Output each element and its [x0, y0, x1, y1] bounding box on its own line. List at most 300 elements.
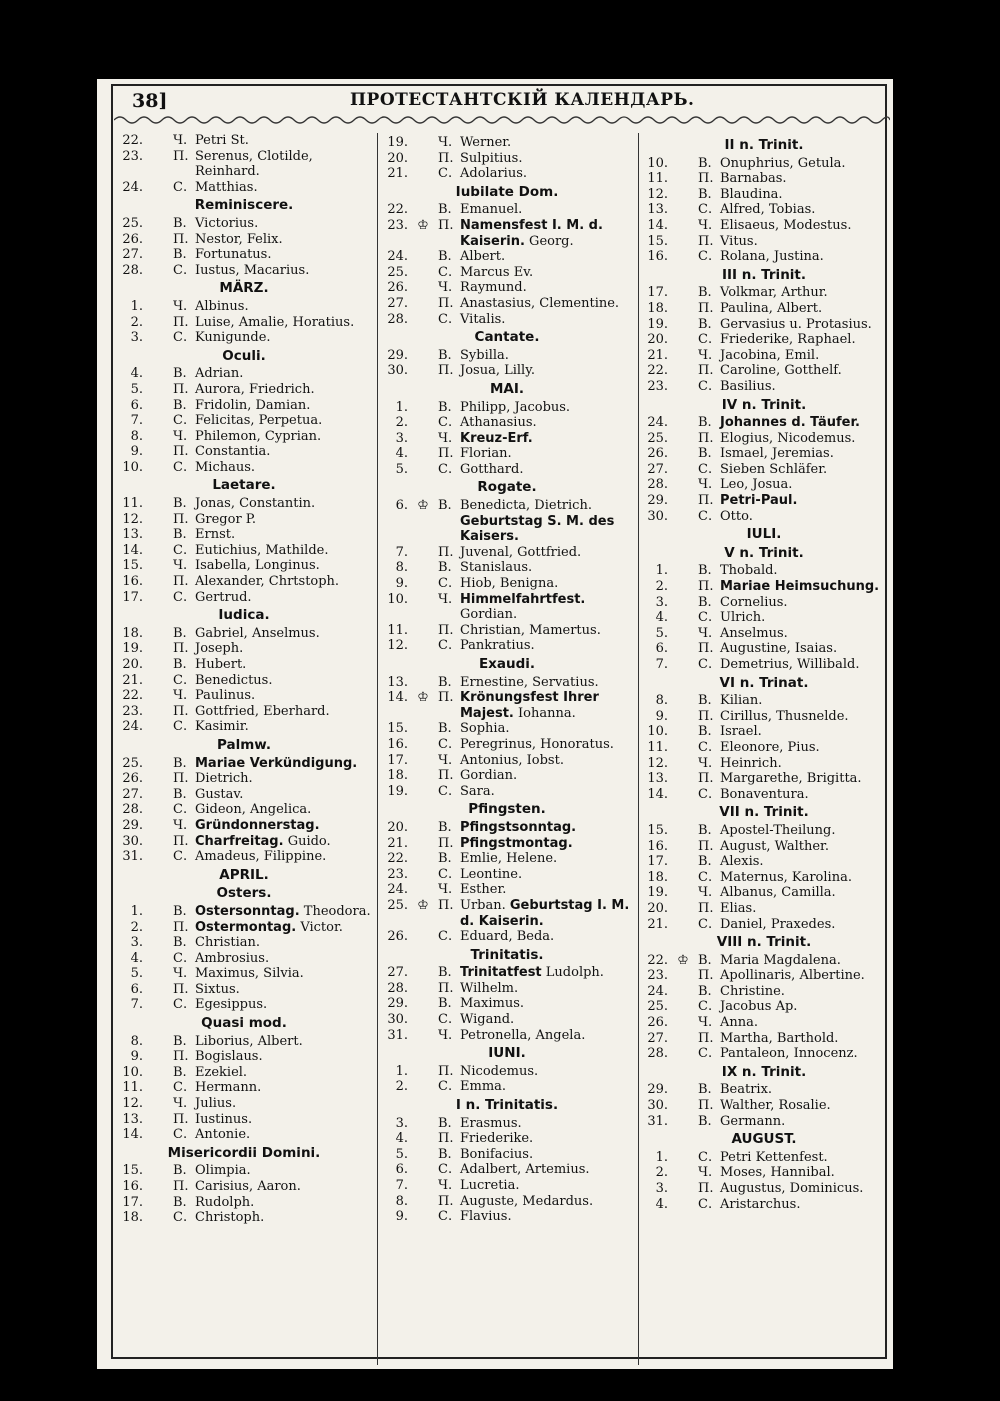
weekday-abbr: В. — [698, 316, 712, 332]
calendar-entry — [113, 460, 375, 476]
crown-spacer — [408, 151, 438, 167]
day-number: 3. — [130, 935, 143, 951]
entry-text — [720, 462, 827, 478]
day-number: 7. — [130, 997, 143, 1013]
day-number: 31. — [122, 849, 143, 865]
entry-text — [195, 1065, 247, 1081]
weekday-abbr: П. — [173, 1111, 189, 1127]
day-number: 29. — [387, 996, 408, 1012]
calendar-entry — [113, 1210, 375, 1226]
calendar-entry — [378, 135, 636, 151]
calendar-entry — [638, 187, 890, 203]
weekday-abbr: П. — [173, 1179, 189, 1194]
day-number: 30. — [647, 1098, 668, 1114]
saint-names: Thobald. — [720, 563, 778, 579]
weekday-abbr: П. — [438, 363, 454, 379]
crown-spacer — [408, 363, 438, 379]
weekday-abbr: В. — [438, 399, 452, 415]
weekday-abbr: П. — [698, 171, 714, 187]
calendar-entry — [638, 1031, 890, 1047]
calendar-entry — [638, 756, 890, 772]
crown-spacer — [668, 1150, 698, 1166]
calendar-entry — [638, 563, 890, 579]
saint-names: Fortunatus. — [195, 247, 272, 263]
calendar-entry — [113, 756, 375, 772]
crown-spacer — [143, 429, 173, 445]
entry-text — [195, 263, 309, 279]
entry-text — [460, 1064, 538, 1080]
day-number: 1. — [130, 903, 143, 919]
section-heading: Reminiscere. — [194, 197, 294, 214]
calendar-entry — [638, 953, 890, 969]
entry-text — [460, 431, 533, 447]
day-number: 28. — [647, 477, 668, 493]
weekday-abbr: С. — [698, 378, 713, 394]
day-number: 21. — [647, 916, 668, 932]
calendar-entry — [378, 1079, 636, 1095]
day-number: 31. — [647, 1113, 668, 1129]
entry-text — [460, 415, 537, 431]
crown-spacer — [408, 1064, 438, 1080]
day-number: 14. — [647, 217, 668, 233]
feast-name: Ostermontag. — [195, 919, 297, 935]
weekday-abbr: В. — [173, 527, 187, 543]
calendar-entry — [378, 737, 636, 753]
weekday-abbr: Ч. — [438, 135, 453, 150]
calendar-entry — [113, 1179, 375, 1195]
day-number: 18. — [647, 869, 668, 885]
day-number: 9. — [395, 1209, 408, 1225]
day-number: 13. — [647, 202, 668, 218]
crown-spacer — [143, 1049, 173, 1065]
saint-names: Friederike. — [460, 1131, 534, 1147]
crown-spacer — [668, 787, 698, 803]
day-number: 26. — [647, 446, 668, 462]
calendar-entry — [113, 1195, 375, 1211]
day-number: 8. — [655, 693, 668, 709]
weekday-abbr: П. — [438, 897, 454, 913]
saint-names: Sieben Schläfer. — [720, 461, 828, 477]
day-number: 19. — [122, 641, 143, 657]
entry-text — [460, 1028, 585, 1044]
entry-text — [460, 363, 535, 379]
calendar-entry — [113, 834, 375, 850]
crown-spacer — [143, 641, 173, 657]
entry-text — [195, 496, 315, 512]
crown-spacer — [408, 312, 438, 328]
weekday-abbr: С. — [698, 916, 713, 932]
weekday-abbr: С. — [698, 999, 713, 1015]
calendar-entry — [378, 202, 636, 218]
weekday-abbr: С. — [438, 736, 453, 752]
day-number: 28. — [387, 980, 408, 996]
weekday-abbr: П. — [173, 833, 189, 849]
day-number: 1. — [395, 399, 408, 415]
saint-names: Bogislaus. — [195, 1049, 263, 1065]
entry-text — [195, 315, 354, 331]
weekday-abbr: Ч. — [438, 591, 453, 607]
saint-names: Felicitas, Perpetua. — [195, 413, 323, 429]
entry-text — [720, 285, 828, 301]
weekday-abbr: В. — [438, 249, 452, 265]
entry-text — [460, 1012, 514, 1028]
crown-spacer — [408, 280, 438, 296]
weekday-abbr: Ч. — [438, 1178, 453, 1193]
crown-spacer — [408, 1162, 438, 1178]
saint-names: Egesippus. — [195, 997, 268, 1013]
crown-spacer — [143, 133, 173, 149]
calendar-entry — [113, 382, 375, 398]
crown-spacer — [668, 493, 698, 509]
calendar-entry — [638, 285, 890, 301]
saint-names: Christian. — [195, 935, 260, 951]
day-number: 27. — [647, 461, 668, 477]
crown-spacer — [668, 1031, 698, 1047]
weekday-abbr: П. — [438, 1063, 454, 1079]
saint-names: Auguste, Medardus. — [460, 1193, 594, 1209]
crown-spacer — [408, 135, 438, 151]
saint-names: Demetrius, Willibald. — [720, 657, 860, 672]
calendar-entry — [638, 317, 890, 333]
entry-text — [460, 135, 511, 151]
crown-spacer — [668, 579, 698, 595]
crown-spacer — [408, 753, 438, 769]
saint-names: Margarethe, Brigitta. — [720, 771, 862, 787]
saint-names: Olimpia. — [195, 1163, 251, 1179]
entry-text — [720, 363, 842, 379]
saint-names: Petri St. — [195, 133, 249, 148]
entry-text — [460, 882, 506, 898]
weekday-abbr: С. — [698, 1196, 713, 1212]
crown-spacer — [143, 558, 173, 574]
entry-text — [195, 444, 270, 460]
entry-text — [720, 446, 834, 462]
calendar-entry — [638, 1015, 890, 1031]
calendar-entry — [378, 1194, 636, 1210]
calendar-entry — [638, 477, 890, 493]
day-number: 6. — [130, 981, 143, 997]
weekday-abbr: С. — [698, 332, 713, 348]
day-number: 25. — [647, 999, 668, 1015]
day-number: 18. — [122, 1210, 143, 1226]
saint-names: Barnabas. — [720, 171, 787, 187]
saint-names: Ismael, Jeremias. — [720, 446, 834, 462]
crown-spacer — [143, 997, 173, 1013]
saint-names: August, Walther. — [720, 838, 829, 854]
weekday-abbr: С. — [698, 202, 713, 218]
crown-spacer — [668, 657, 698, 673]
entry-text — [460, 638, 535, 654]
day-number: 23. — [647, 378, 668, 394]
calendar-entry — [638, 156, 890, 172]
entry-text — [720, 709, 849, 725]
day-number: 9. — [130, 444, 143, 460]
entry-text — [195, 641, 243, 657]
crown-spacer — [408, 965, 438, 981]
saint-names: Rudolph. — [195, 1194, 255, 1210]
saint-names: Eleonore, Pius. — [720, 739, 820, 755]
calendar-entry — [113, 216, 375, 232]
crown-spacer — [408, 1178, 438, 1194]
entry-text — [460, 784, 495, 800]
day-number: 2. — [130, 314, 143, 330]
day-number: 22. — [647, 363, 668, 379]
calendar-entry — [638, 249, 890, 265]
entry-text — [195, 719, 249, 735]
weekday-abbr: П. — [698, 641, 714, 657]
saint-names: Georg. — [524, 233, 574, 249]
calendar-entry — [378, 296, 636, 312]
saint-names: Blaudina. — [720, 186, 783, 202]
entry-text — [460, 218, 636, 249]
entry-text — [720, 610, 765, 626]
calendar-entry — [113, 247, 375, 263]
entry-text — [195, 527, 235, 543]
entry-text — [720, 234, 758, 250]
day-number: 21. — [387, 835, 408, 851]
saint-names: Adolarius. — [460, 166, 527, 182]
entry-text — [195, 299, 249, 315]
crown-spacer — [668, 917, 698, 933]
saint-names: Elogius, Nicodemus. — [720, 430, 856, 446]
saint-names: Lucretia. — [460, 1178, 520, 1193]
crown-spacer — [408, 721, 438, 737]
feast-name: Himmelfahrtfest. — [460, 591, 586, 607]
weekday-abbr: Ч. — [698, 347, 713, 363]
calendar-entry — [638, 968, 890, 984]
feast-name: Krönungsfest Ihrer Majest. — [460, 690, 599, 721]
crown-spacer — [668, 724, 698, 740]
section-heading: IX n. Trinit. — [721, 1063, 807, 1080]
saint-names: Christoph. — [195, 1210, 265, 1226]
day-number: 5. — [395, 461, 408, 477]
section-heading: MÄRZ. — [219, 280, 269, 297]
weekday-abbr: В. — [438, 498, 452, 514]
saint-names: Beatrix. — [720, 1082, 773, 1098]
entry-text — [460, 1079, 506, 1095]
saint-names: Elisaeus, Modestus. — [720, 217, 852, 233]
crown-spacer — [143, 590, 173, 606]
crown-spacer — [408, 545, 438, 561]
calendar-entry — [638, 771, 890, 787]
weekday-abbr: П. — [173, 381, 189, 397]
crown-spacer — [408, 446, 438, 462]
calendar-entry — [378, 768, 636, 784]
crown-spacer — [668, 1098, 698, 1114]
crown-spacer — [668, 610, 698, 626]
entry-text — [720, 953, 841, 969]
calendar-entry — [378, 981, 636, 997]
entry-text — [720, 968, 865, 984]
entry-text — [195, 512, 256, 528]
saint-names: Antonie. — [195, 1127, 251, 1143]
calendar-entry — [113, 802, 375, 818]
feast-name: Gründonnerstag. — [195, 817, 320, 833]
day-number: 26. — [122, 771, 143, 787]
weekday-abbr: Ч. — [698, 755, 713, 771]
crown-spacer — [668, 415, 698, 431]
day-number: 6. — [655, 641, 668, 657]
crown-spacer — [668, 641, 698, 657]
weekday-abbr: Ч. — [438, 430, 453, 446]
weekday-abbr: П. — [698, 430, 714, 446]
day-number: 2. — [655, 579, 668, 595]
weekday-abbr: Ч. — [438, 280, 453, 296]
saint-names: Gideon, Angelica. — [195, 802, 312, 818]
calendar-entry — [378, 363, 636, 379]
day-number: 23. — [387, 217, 408, 233]
calendar-entry — [638, 218, 890, 234]
weekday-abbr: Ч. — [438, 882, 453, 898]
day-number: 24. — [387, 882, 408, 898]
weekday-abbr: В. — [438, 560, 452, 576]
saint-names: Luise, Amalie, Horatius. — [195, 314, 355, 330]
day-number: 16. — [647, 838, 668, 854]
day-number: 4. — [395, 446, 408, 462]
day-number: 19. — [387, 135, 408, 150]
entry-text — [195, 1034, 303, 1050]
day-number: 12. — [647, 186, 668, 202]
saint-names: Gabriel, Anselmus. — [195, 625, 320, 641]
saint-names: Leontine. — [460, 866, 523, 882]
day-number: 13. — [122, 527, 143, 543]
calendar-entry — [378, 1131, 636, 1147]
calendar-entry — [638, 870, 890, 886]
day-number: 5. — [655, 625, 668, 641]
saint-names: Cornelius. — [720, 594, 788, 610]
crown-spacer — [143, 719, 173, 735]
entry-text — [720, 823, 835, 839]
entry-text — [720, 431, 855, 447]
weekday-abbr: П. — [173, 574, 189, 590]
weekday-abbr: Ч. — [698, 885, 713, 901]
day-number: 23. — [387, 866, 408, 882]
entry-text — [460, 265, 533, 281]
day-number: 26. — [122, 231, 143, 247]
calendar-entry — [113, 315, 375, 331]
day-number: 22. — [387, 202, 408, 218]
weekday-abbr: С. — [438, 166, 453, 182]
day-number: 12. — [387, 638, 408, 654]
crown-spacer — [668, 1197, 698, 1213]
weekday-abbr: В. — [438, 1115, 452, 1131]
saint-names: Anna. — [720, 1015, 759, 1031]
entry-text — [460, 1131, 533, 1147]
weekday-abbr: П. — [173, 444, 189, 460]
entry-text — [195, 382, 315, 398]
day-number: 9. — [130, 1049, 143, 1065]
calendar-entry — [638, 363, 890, 379]
day-number: 4. — [395, 1131, 408, 1147]
section-heading: VII n. Trinit. — [719, 804, 809, 821]
crown-spacer — [143, 216, 173, 232]
entry-text — [720, 1031, 838, 1047]
weekday-abbr: П. — [698, 233, 714, 249]
day-number: 1. — [655, 1149, 668, 1165]
day-number: 13. — [387, 674, 408, 690]
weekday-abbr: В. — [698, 1113, 712, 1129]
calendar-entry — [113, 719, 375, 735]
day-number: 29. — [387, 347, 408, 363]
calendar-entry — [638, 709, 890, 725]
saint-names: Eduard, Beda. — [460, 929, 555, 945]
saint-names: Aurora, Friedrich. — [195, 381, 315, 397]
weekday-abbr: С. — [438, 929, 453, 945]
day-number: 15. — [647, 233, 668, 249]
calendar-entry — [113, 951, 375, 967]
crown-spacer — [668, 839, 698, 855]
entry-text — [720, 218, 851, 234]
saint-names: Ulrich. — [720, 610, 766, 626]
entry-text — [460, 400, 570, 416]
saint-names: Leo, Josua. — [720, 477, 793, 493]
section-heading: Exaudi. — [478, 656, 536, 672]
calendar-entry — [113, 1112, 375, 1128]
calendar-entry — [638, 693, 890, 709]
day-number: 7. — [395, 544, 408, 560]
saint-names: Petronella, Angela. — [460, 1027, 586, 1043]
day-number: 14. — [122, 1127, 143, 1143]
day-number: 2. — [395, 1079, 408, 1095]
day-number: 6. — [395, 498, 408, 514]
saint-names: Israel. — [720, 724, 762, 740]
day-number: 28. — [122, 262, 143, 278]
crown-spacer — [408, 166, 438, 182]
weekday-abbr: С. — [173, 262, 188, 278]
calendar-entry — [113, 543, 375, 559]
section-heading: Laetare. — [212, 477, 276, 494]
section-heading: VI n. Trinat. — [719, 674, 809, 691]
saint-names: Paulina, Albert. — [720, 300, 823, 316]
weekday-abbr: С. — [173, 1127, 188, 1143]
saint-names: Jonas, Constantin. — [195, 496, 316, 512]
day-number: 17. — [122, 589, 143, 605]
calendar-entry — [378, 545, 636, 561]
weekday-abbr: В. — [173, 903, 187, 919]
weekday-abbr: С. — [438, 1162, 453, 1178]
crown-spacer — [143, 574, 173, 590]
crown-spacer — [143, 771, 173, 787]
crown-spacer — [668, 431, 698, 447]
day-number: 14. — [647, 786, 668, 802]
entry-text — [720, 740, 820, 756]
entry-text — [195, 951, 269, 967]
weekday-abbr: В. — [438, 202, 452, 218]
day-number: 26. — [647, 1015, 668, 1031]
calendar-entry — [378, 623, 636, 639]
weekday-abbr: В. — [173, 366, 187, 382]
crown-spacer — [408, 249, 438, 265]
saint-names: Jacobina, Emil. — [720, 347, 820, 363]
crown-spacer — [668, 171, 698, 187]
calendar-entry — [113, 149, 375, 180]
saint-names: Julius. — [195, 1096, 237, 1112]
weekday-abbr: П. — [698, 900, 714, 916]
weekday-abbr: С. — [698, 508, 713, 524]
section-heading: VIII n. Trinit. — [716, 934, 812, 951]
entry-text — [460, 462, 523, 478]
section-heading: Oculi. — [222, 347, 266, 364]
weekday-abbr: В. — [698, 822, 712, 838]
entry-text — [460, 753, 564, 769]
entry-text — [195, 1096, 236, 1112]
entry-text — [460, 280, 527, 296]
feast-name: Geburtstag S. M. des Kaisers. — [460, 513, 615, 545]
weekday-abbr: С. — [173, 849, 188, 865]
entry-text — [195, 1112, 252, 1128]
weekday-abbr: С. — [698, 461, 713, 477]
weekday-abbr: В. — [698, 983, 712, 999]
